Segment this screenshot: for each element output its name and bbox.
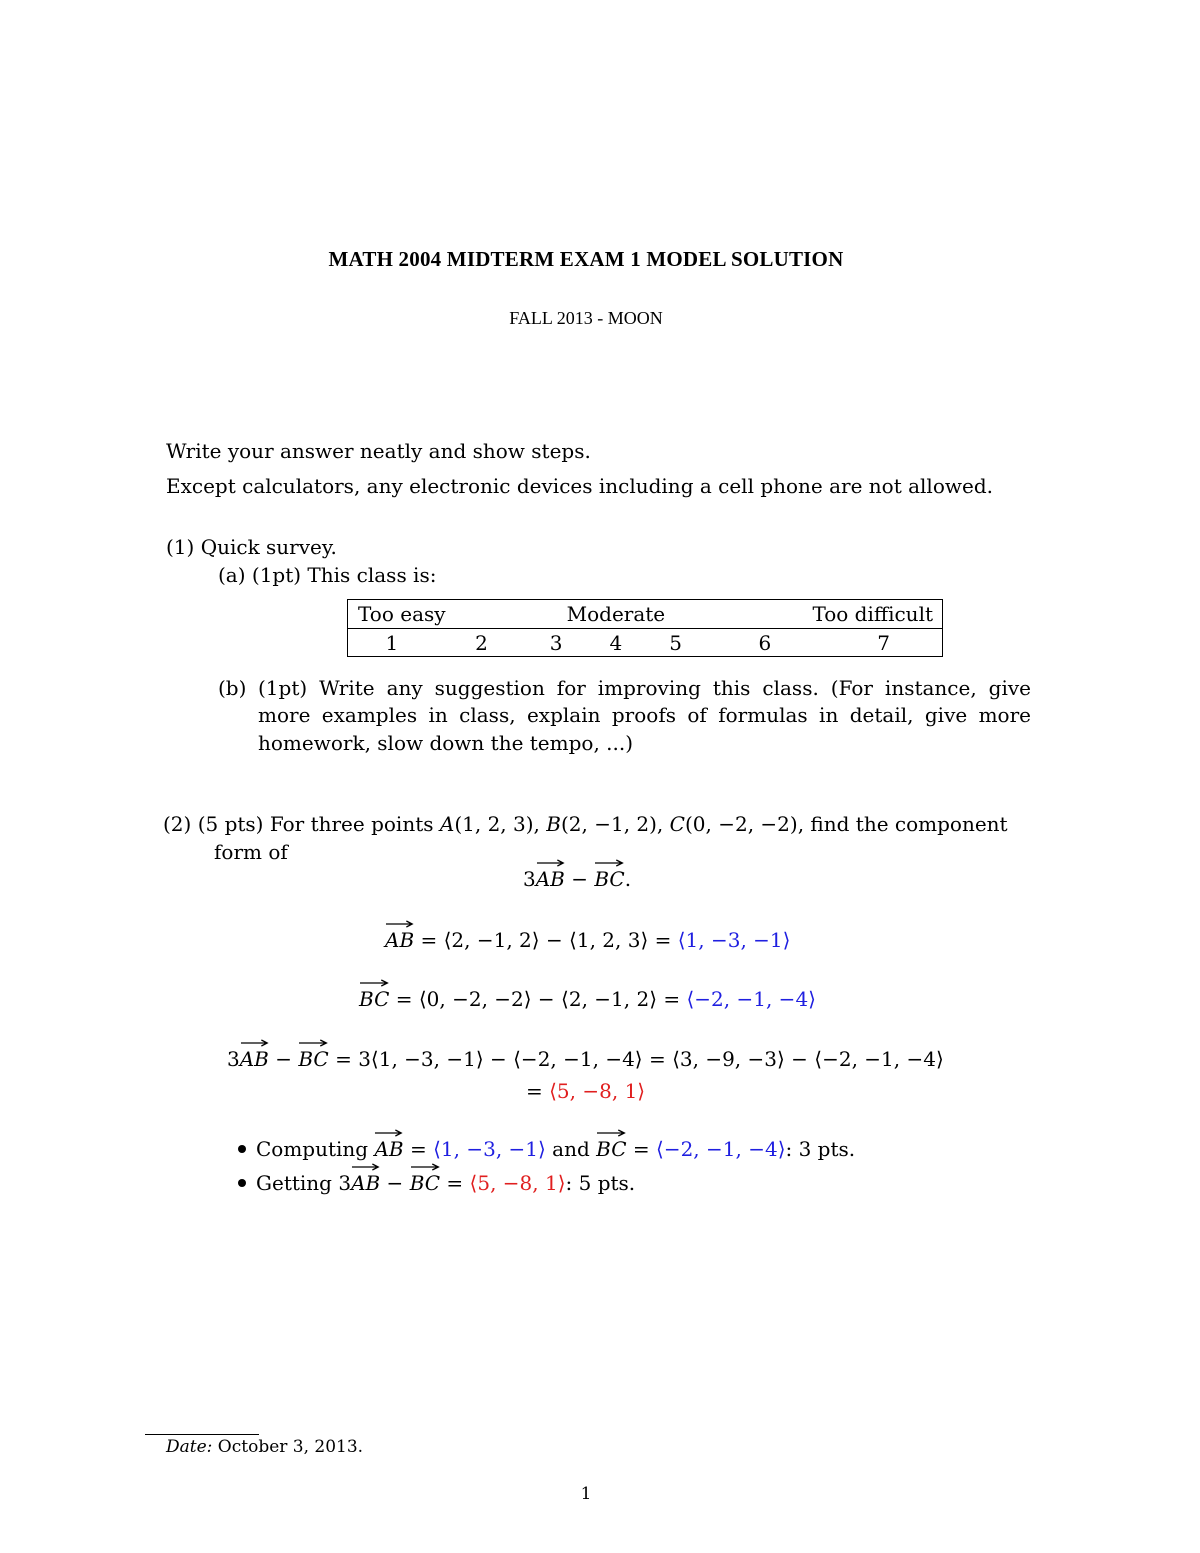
- equation-combination: 3 AB − BC = 3⟨1, −3, −1⟩ − ⟨−2, −1, −4⟩ = ⟨3, −9, −3⟩ − ⟨−2, −1, −4⟩: [227, 1047, 944, 1071]
- problem-2-statement-line-2: form of: [214, 840, 288, 864]
- instruction-line-2: Except calculators, any electronic devices including a cell phone are not allowed.: [166, 474, 993, 498]
- problem-1b-line-2: more examples in class, explain proofs of formulas in detail, give more: [258, 703, 1031, 727]
- problem-1b-line-1: (1pt) Write any suggestion for improving this class. (For instance, give: [258, 676, 1031, 700]
- problem-1b-label: (b): [218, 676, 247, 700]
- grading-bullet-2: Getting 3 AB − BC = ⟨5, −8, 1⟩: 5 pts.: [238, 1171, 635, 1195]
- vector-ab: AB: [351, 1171, 380, 1195]
- bullet-icon: [238, 1179, 246, 1187]
- scale-label-easy: Too easy: [358, 601, 446, 626]
- scale-label-moderate: Moderate: [566, 601, 666, 626]
- vector-ab: AB: [374, 1137, 403, 1161]
- problem-1b-line-3: homework, slow down the tempo, ...): [258, 731, 634, 755]
- problem-1a-text: (a) (1pt) This class is:: [218, 563, 437, 587]
- scale-number[interactable]: 7: [824, 629, 943, 657]
- scale-number[interactable]: 4: [586, 629, 646, 657]
- page-subtitle: FALL 2013 - MOON: [509, 308, 663, 328]
- vector-bc: BC: [594, 867, 624, 891]
- target-expression: 3 AB − BC.: [523, 867, 631, 891]
- scale-number[interactable]: 1: [347, 629, 437, 657]
- vector-ab: AB: [385, 928, 414, 952]
- final-result: ⟨5, −8, 1⟩: [549, 1079, 646, 1103]
- scale-number[interactable]: 3: [526, 629, 586, 657]
- scale-number[interactable]: 5: [646, 629, 706, 657]
- scale-number[interactable]: 6: [705, 629, 824, 657]
- vector-bc: BC: [359, 987, 389, 1011]
- survey-table: [347, 599, 943, 656]
- bullet-icon: [238, 1145, 246, 1153]
- grading-bullet-1: Computing AB = ⟨1, −3, −1⟩ and BC = ⟨−2, −1, −4⟩: 3 pts.: [238, 1137, 855, 1161]
- page-title: MATH 2004 MIDTERM EXAM 1 MODEL SOLUTION: [328, 247, 844, 271]
- problem-1-heading: (1) Quick survey.: [166, 535, 337, 559]
- vector-bc: BC: [410, 1171, 440, 1195]
- equation-bc: BC = ⟨0, −2, −2⟩ − ⟨2, −1, 2⟩ = ⟨−2, −1, −4⟩: [359, 987, 816, 1011]
- vector-bc: BC: [596, 1137, 626, 1161]
- vector-ab: AB: [536, 867, 565, 891]
- footnote-date: Date: October 3, 2013.: [166, 1437, 364, 1457]
- scale-label-difficult: Too difficult: [812, 601, 933, 626]
- footnote-rule: [145, 1434, 259, 1435]
- equation-final: = ⟨5, −8, 1⟩: [526, 1079, 646, 1103]
- bc-result: ⟨−2, −1, −4⟩: [686, 987, 816, 1011]
- equation-ab: AB = ⟨2, −1, 2⟩ − ⟨1, 2, 3⟩ = ⟨1, −3, −1⟩: [385, 928, 790, 952]
- instruction-line-1: Write your answer neatly and show steps.: [166, 439, 591, 463]
- vector-bc: BC: [298, 1047, 328, 1071]
- scale-number[interactable]: 2: [437, 629, 527, 657]
- ab-result: ⟨1, −3, −1⟩: [677, 928, 791, 952]
- problem-2-statement: (2) (5 pts) For three points A(1, 2, 3), B(2, −1, 2), C(0, −2, −2), find the component: [163, 812, 1008, 836]
- page-number: 1: [580, 1484, 592, 1504]
- vector-ab: AB: [240, 1047, 269, 1071]
